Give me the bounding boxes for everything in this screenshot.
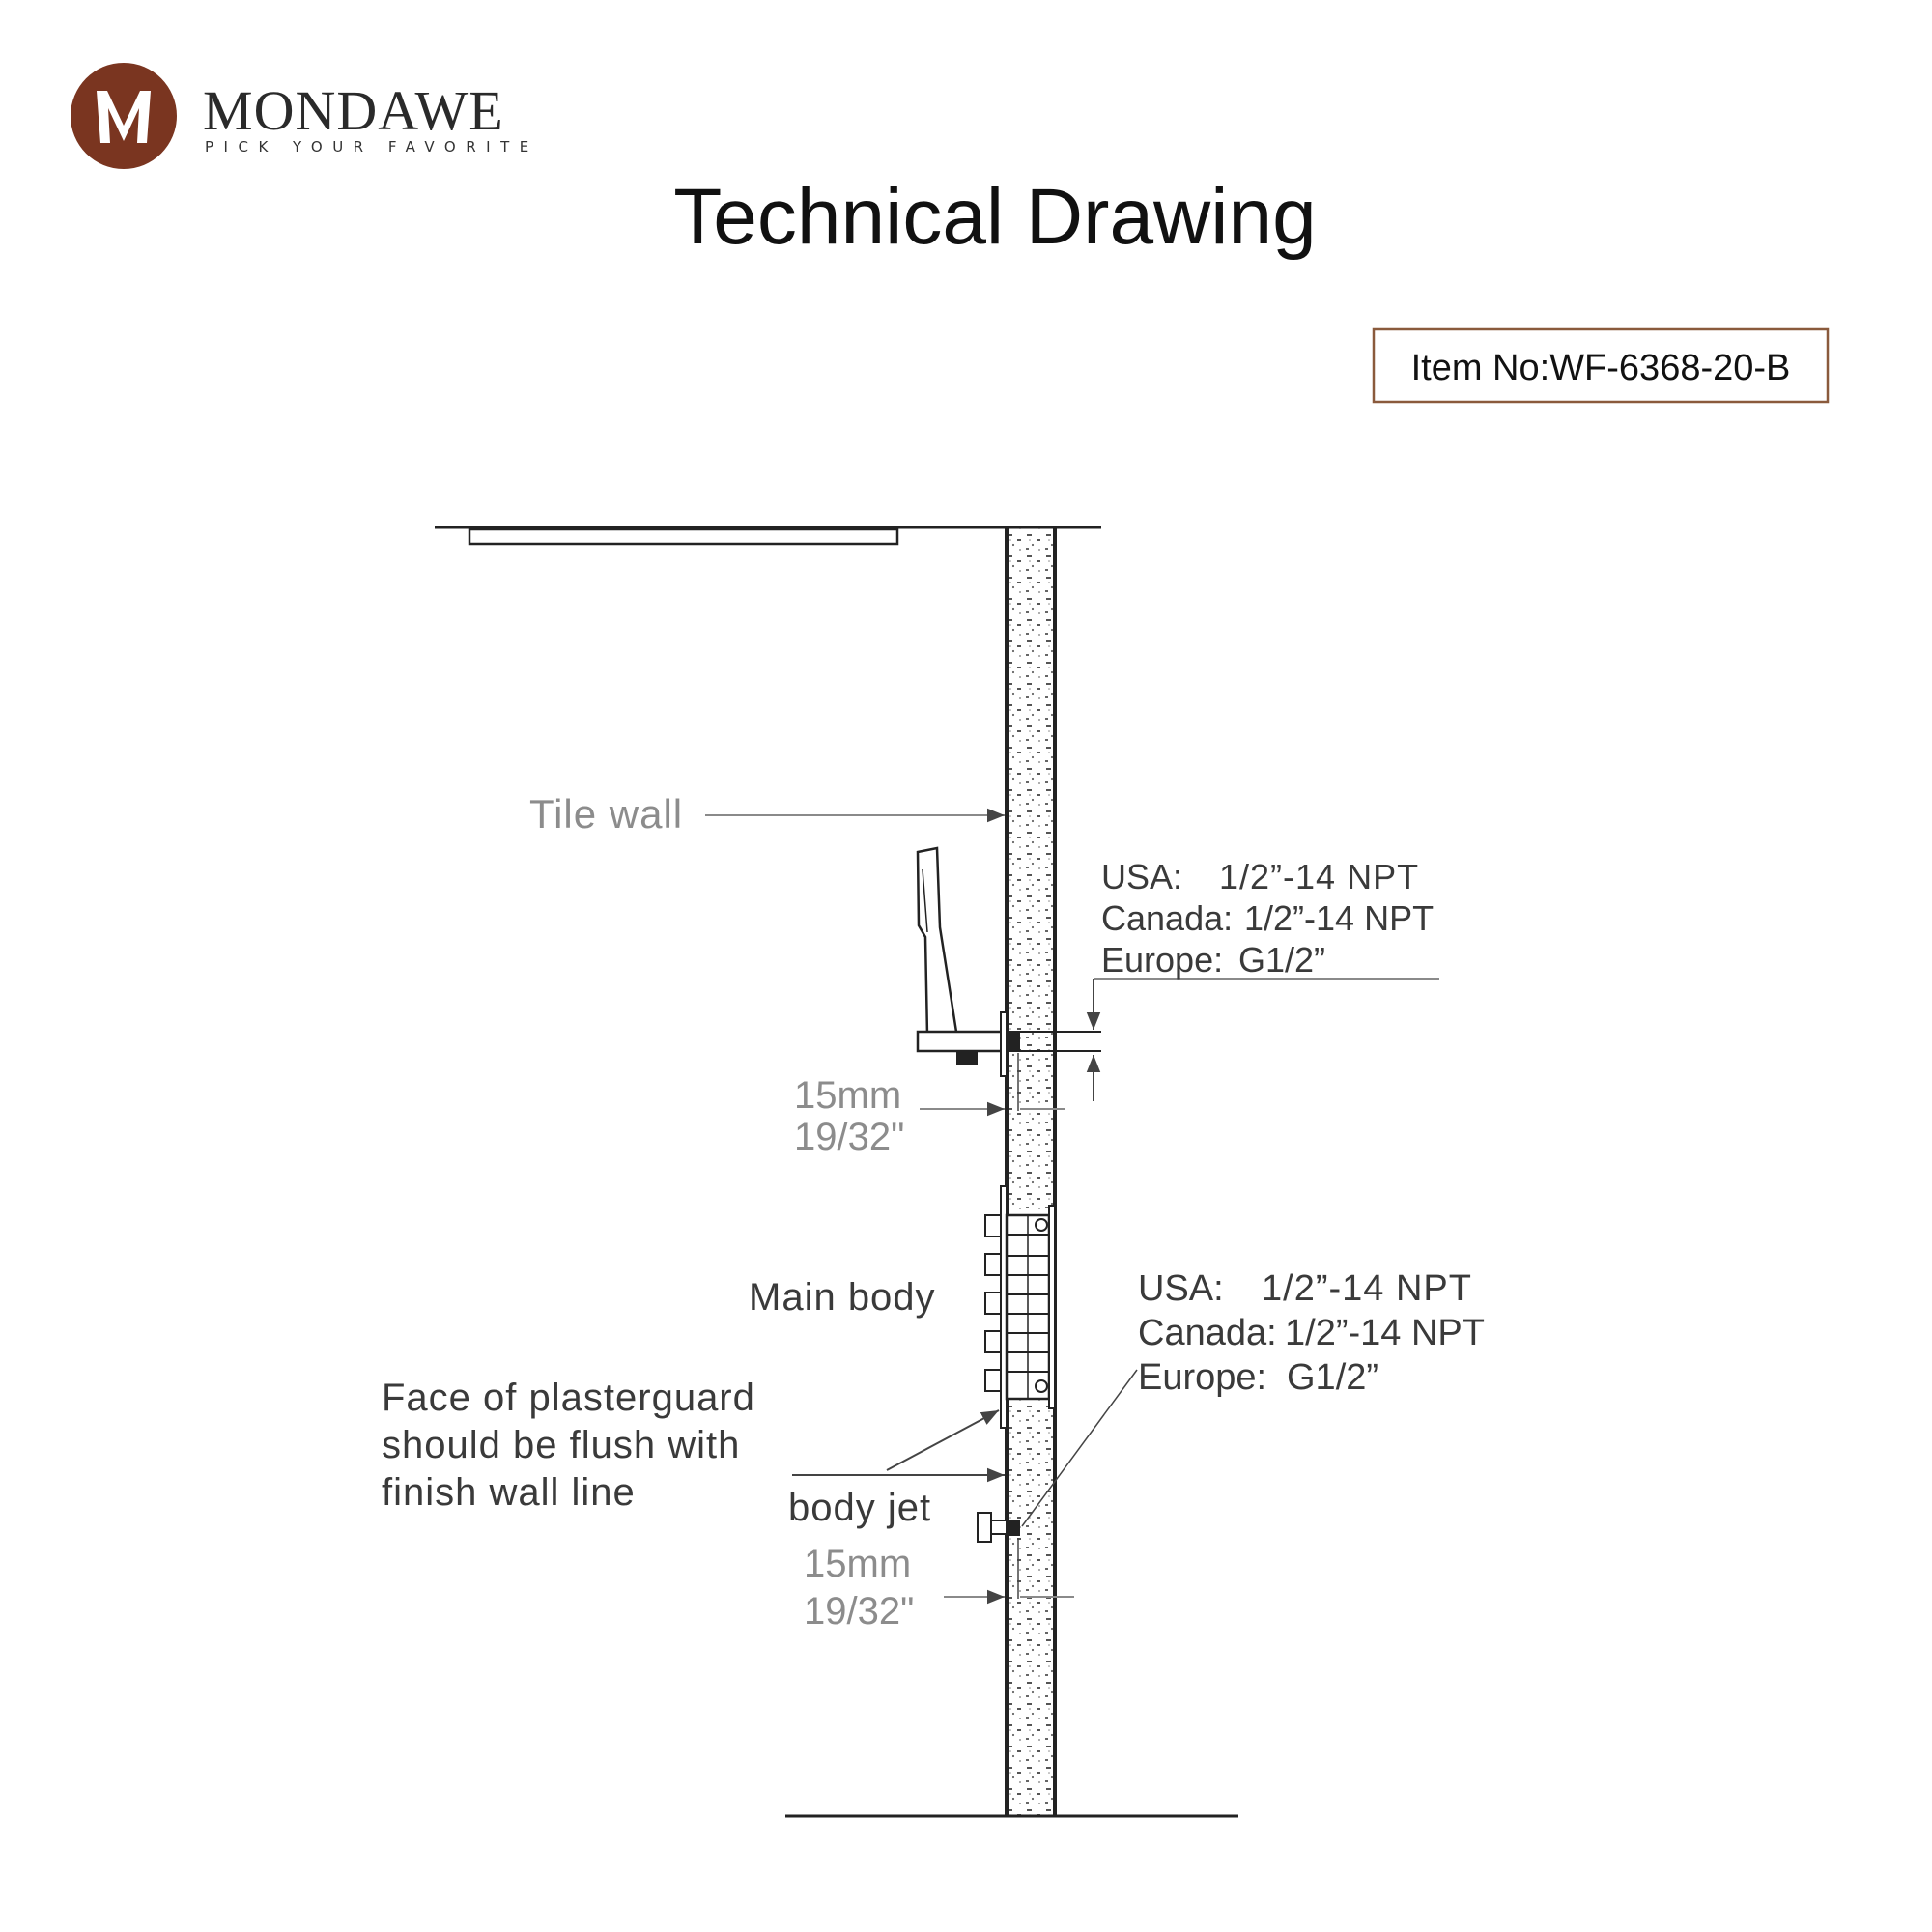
label-tile-wall: Tile wall — [529, 791, 684, 837]
lower-connection-spec — [1138, 1268, 1485, 1398]
rain-shower-head — [469, 529, 897, 544]
upper-spec-europe-region: Europe: — [1101, 940, 1224, 980]
logo-mark-icon — [71, 63, 177, 169]
page-title: Technical Drawing — [673, 173, 1317, 261]
item-number-box — [1374, 329, 1828, 402]
plasterguard-line-1: Face of plasterguard — [382, 1377, 755, 1419]
valve-handle-4 — [985, 1331, 1001, 1352]
upper-dimension — [794, 1074, 904, 1158]
brand-logo — [71, 63, 539, 169]
label-body-jet: body jet — [788, 1487, 932, 1529]
valve-handle-2 — [985, 1254, 1001, 1275]
valve-handle-1 — [985, 1215, 1001, 1236]
brand-name: MONDAWE — [203, 79, 504, 142]
item-number: Item No:WF-6368-20-B — [1410, 348, 1791, 388]
upper-spec-usa-region: USA: — [1101, 857, 1183, 896]
lower-spec-europe-value: G1/2” — [1287, 1357, 1379, 1398]
upper-spec-europe-value: G1/2” — [1238, 940, 1326, 980]
lower-spec-usa-value: 1/2”-14 NPT — [1262, 1268, 1472, 1309]
lower-spec-europe-region: Europe: — [1138, 1357, 1267, 1398]
upper-connection-spec — [1101, 857, 1434, 980]
lower-spec-canada-value: 1/2”-14 NPT — [1285, 1313, 1485, 1353]
plasterguard-line-2: should be flush with — [382, 1424, 741, 1466]
upper-dim-metric: 15mm — [794, 1074, 902, 1117]
lower-dim-imperial: 19/32" — [804, 1590, 915, 1633]
valve-handle-5 — [985, 1370, 1001, 1391]
upper-dim-imperial: 19/32" — [794, 1116, 905, 1158]
main-body-valve — [985, 1186, 1055, 1428]
brand-tagline: PICK YOUR FAVORITE — [205, 138, 539, 156]
plasterguard-line-3: finish wall line — [382, 1471, 636, 1514]
upper-spec-canada-region: Canada: — [1101, 898, 1234, 938]
upper-spec-usa-value: 1/2”-14 NPT — [1219, 857, 1420, 896]
label-main-body: Main body — [749, 1276, 936, 1319]
valve-handle-3 — [985, 1293, 1001, 1314]
lower-dimension — [804, 1543, 914, 1633]
lower-spec-usa-region: USA: — [1138, 1268, 1224, 1309]
lower-dim-metric: 15mm — [804, 1543, 912, 1585]
label-plasterguard — [382, 1377, 755, 1514]
lower-spec-canada-region: Canada: — [1138, 1313, 1277, 1353]
upper-spec-canada-value: 1/2”-14 NPT — [1244, 898, 1435, 938]
